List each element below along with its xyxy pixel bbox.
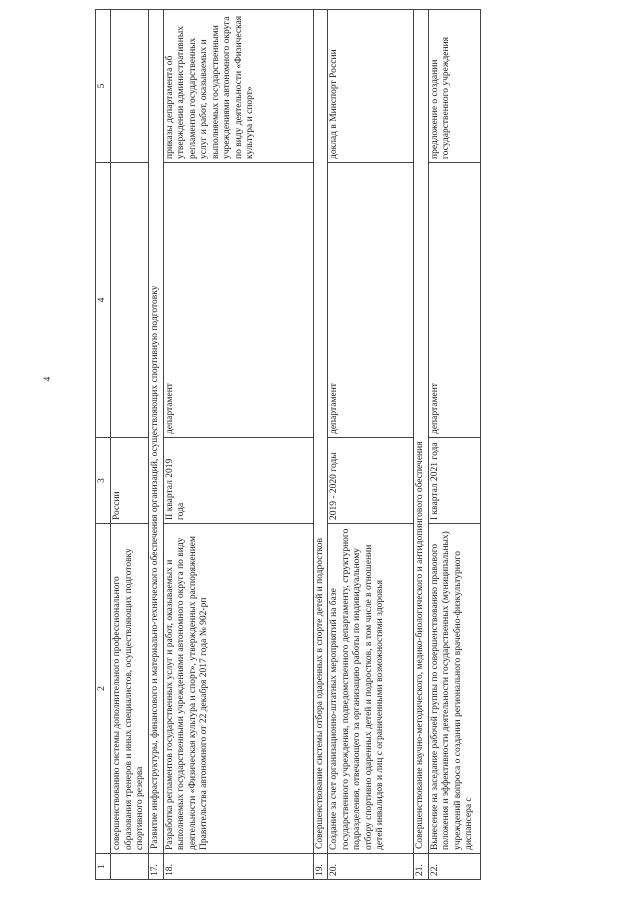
header-col-3: 3 [96, 438, 111, 524]
measure-text: Разработка регламентов государственных услуг и работ, оказываемых и выполняемых государственными учреждениями автономного округа по виду деятельности «Физическая культура и спорт», утвержденных распоряжением Правительства автономного от 22 декабря 2017 года № 902-рп [163, 524, 313, 854]
row-number [111, 854, 149, 880]
header-col-4: 4 [96, 163, 111, 438]
row-number: 22. [428, 854, 480, 880]
row-number: 19. [313, 854, 328, 880]
rotated-page [95, 10, 550, 880]
header-col-1: 1 [96, 854, 111, 880]
page-number: 4 [42, 376, 52, 382]
row-number: 20. [328, 854, 414, 880]
result: приказы департамента об утверждении административных регламентов государственных услуг и работ, оказываемых и выполняемых государственными учреждениями автономного округа по виду деятельности «Физическая культура и спорт» [163, 10, 313, 163]
result: доклад в Минспорт России [328, 10, 414, 163]
header-col-2: 2 [96, 524, 111, 854]
row-number: 18. [163, 854, 313, 880]
section-title: Совершенствование научно-методического, медико-биологического и антидопингового обеспечения [414, 10, 429, 854]
measure-text: Создание за счет организационно-штатных мероприятий на базе государственного учреждения, подведомственного департаменту, структурного подразделения, отвечающего за организацию работы по индивидуальному отбору спортивно одаренных детей и подростков, в том числе в отношении детей инвалидов и лиц с ограниченными возможностями здоровья [328, 524, 414, 854]
deadline: России [111, 438, 149, 524]
deadline: 2019 - 2020 годы [328, 438, 414, 524]
deadline: II квартал 2019 года [163, 438, 313, 524]
plan-table [95, 9, 481, 880]
section-title: Совершенствование системы отбора одаренных в спорте детей и подростков [313, 10, 328, 854]
responsible: департамент [163, 163, 313, 438]
deadline: I квартал 2021 года [428, 438, 480, 524]
table-row [163, 10, 313, 880]
header-row [96, 10, 111, 880]
table-row [428, 10, 480, 880]
table-row [328, 10, 414, 880]
row-number: 17. [149, 854, 164, 880]
section-row [149, 10, 164, 880]
section-title: Развитие инфраструктуры, финансового и материально-технического обеспечения организаций, осуществляющих спортивную подготовку [149, 10, 164, 854]
header-col-5: 5 [96, 10, 111, 163]
responsible: департамент [328, 163, 414, 438]
measure-text: совершенствованию системы дополнительного профессионального образования тренеров и иных специалистов, осуществляющих подготовку спортивного резерва [111, 524, 149, 854]
result: предложение о создании государственного учреждения [428, 10, 480, 163]
result [111, 10, 149, 163]
table-row [111, 10, 149, 880]
responsible [111, 163, 149, 438]
section-row [414, 10, 429, 880]
row-number: 21. [414, 854, 429, 880]
responsible: департамент [428, 163, 480, 438]
section-row [313, 10, 328, 880]
measure-text: Вынесение на заседание рабочей группы по совершенствованию правового положения и эффективности деятельности государственных (муниципальных) учреждений вопроса о создании регионального врачебно-физкультурного диспансера с [428, 524, 480, 854]
